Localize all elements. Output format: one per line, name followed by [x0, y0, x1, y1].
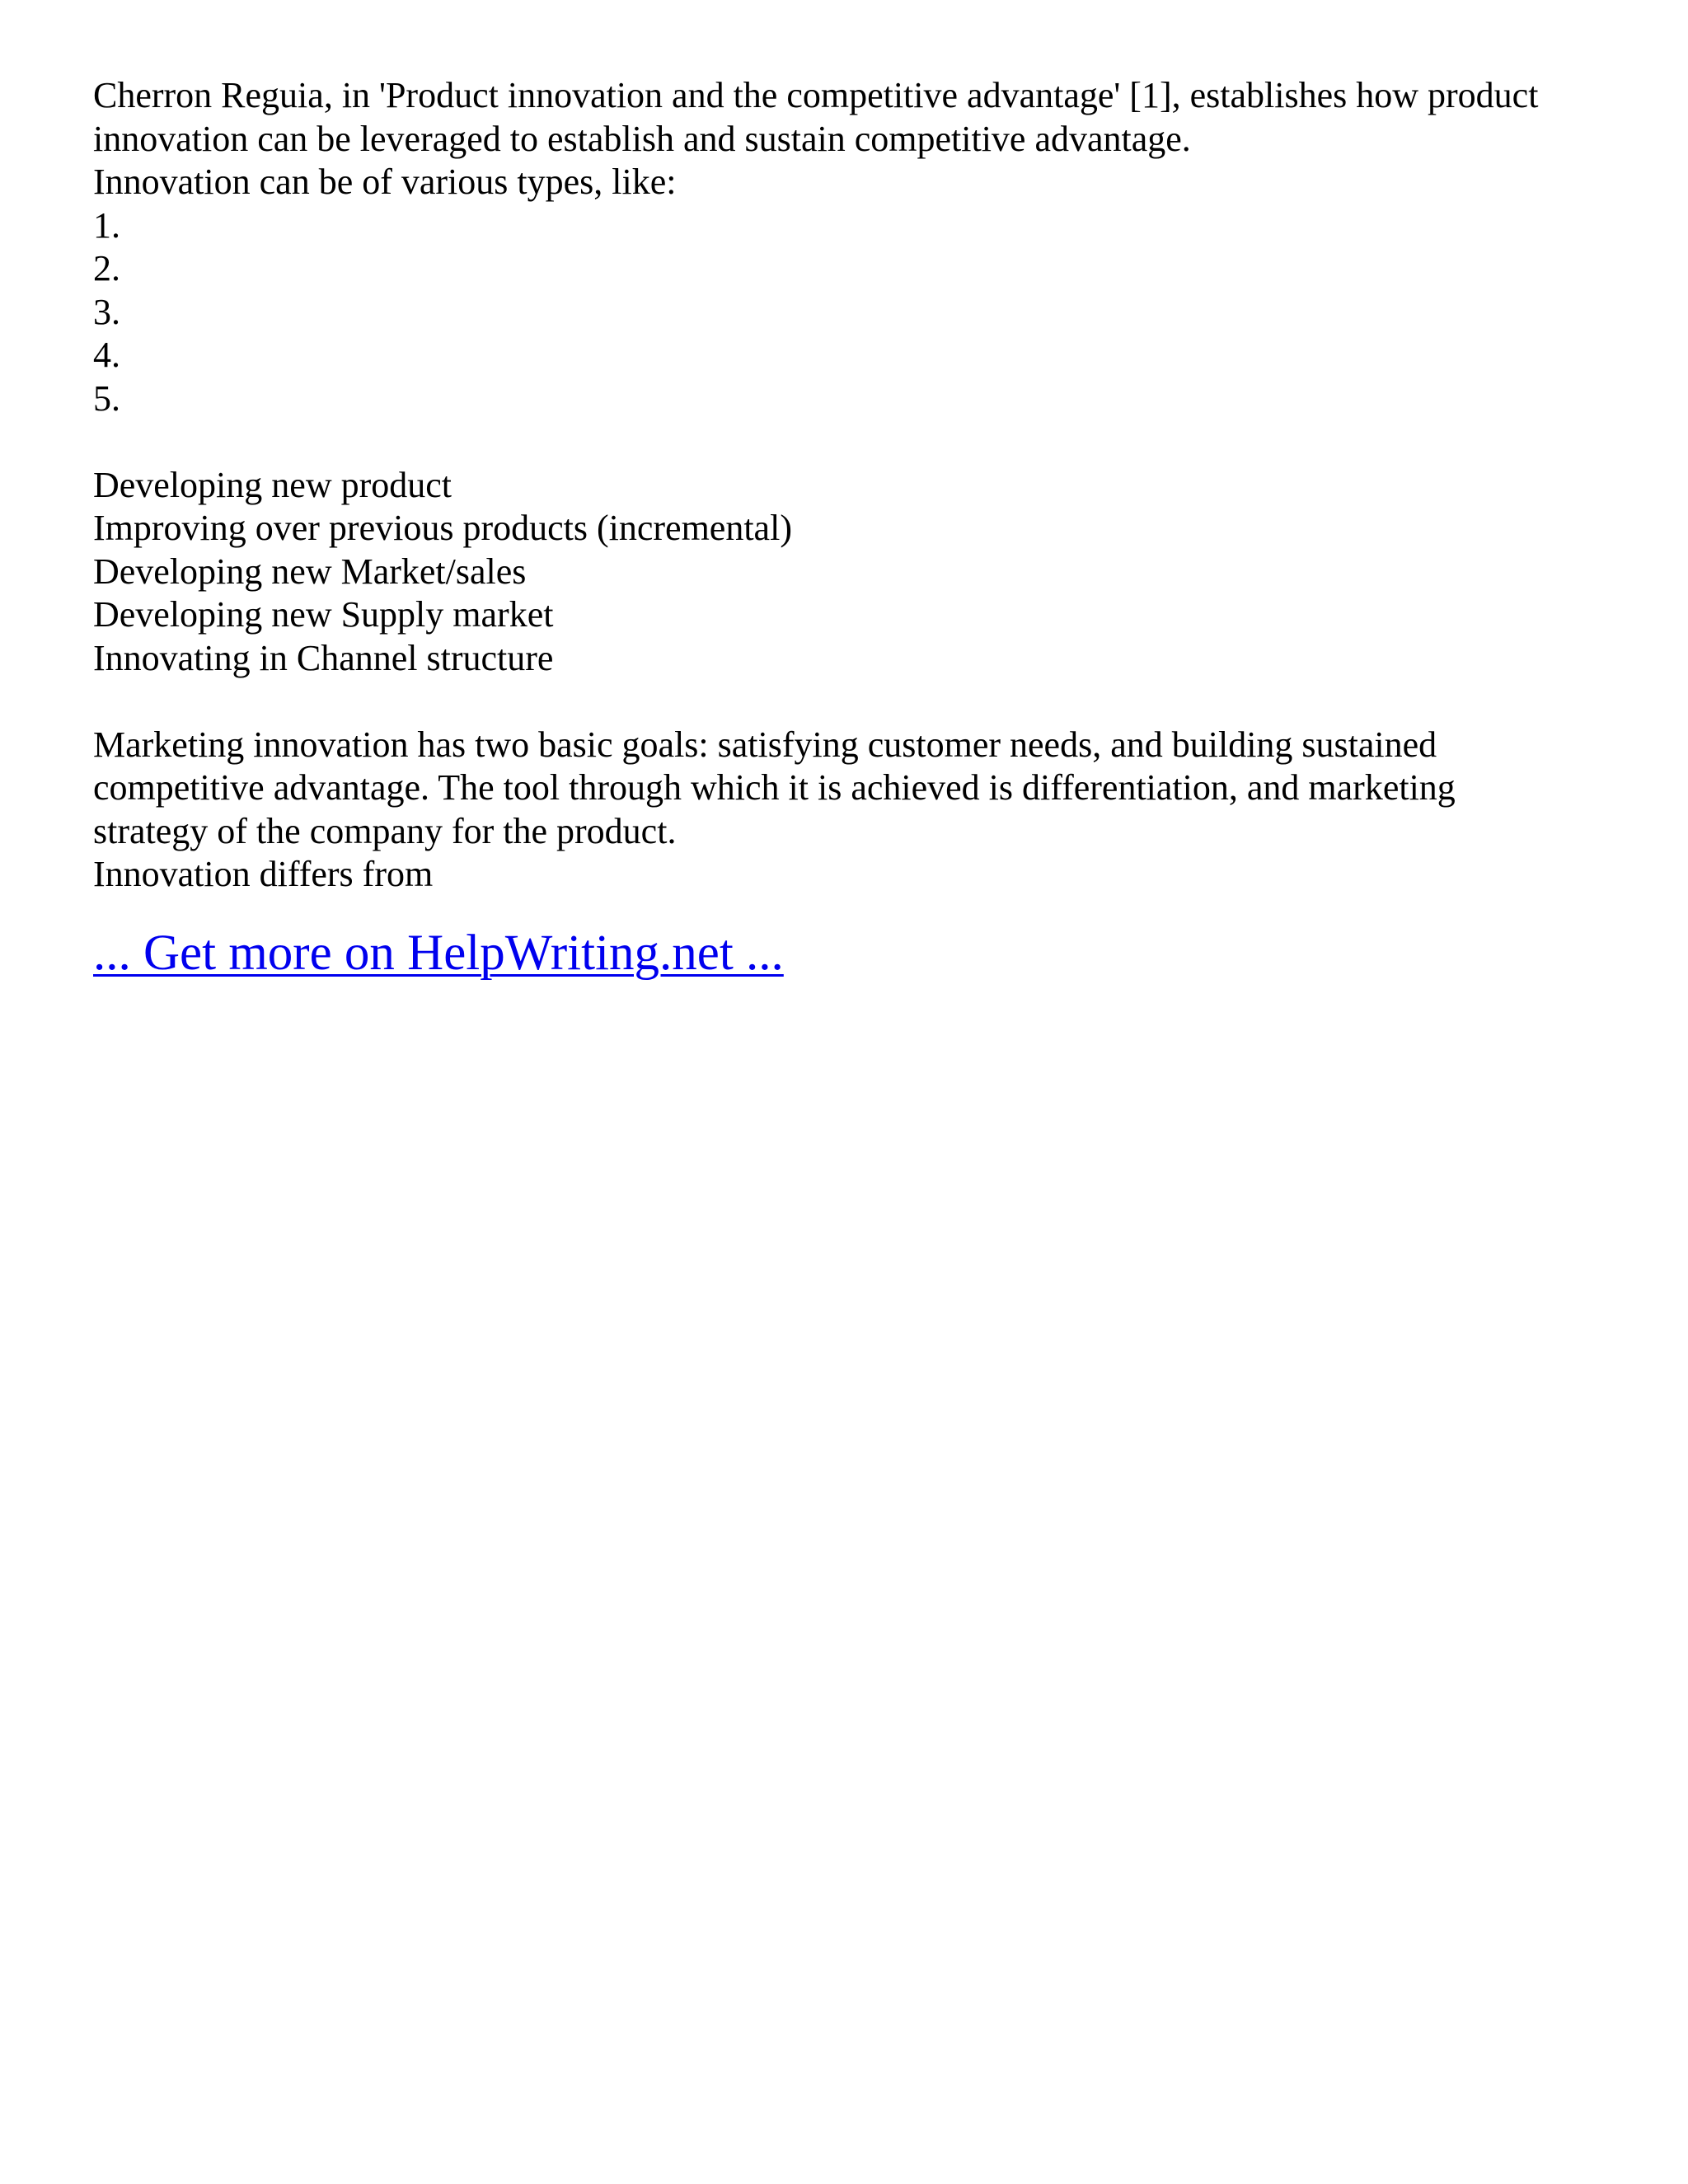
list-item: Developing new product: [93, 464, 452, 505]
list-item: Developing new Supply market: [93, 594, 554, 635]
marketing-line-4: Innovation differs from: [93, 854, 434, 894]
marketing-line-1: Marketing innovation has two basic goals: satisfying customer needs, and building sustained: [93, 724, 1437, 765]
list-number: 1.: [93, 204, 120, 246]
list-number: 5.: [93, 377, 120, 419]
intro-line-2: innovation can be leveraged to establish and sustain competitive advantage.: [93, 118, 1191, 159]
numbered-list: [93, 204, 1610, 421]
list-item: Improving over previous products (incremental): [93, 508, 792, 548]
list-number: 2.: [93, 248, 120, 288]
spacer: [93, 420, 1610, 464]
innovation-types-list: [93, 464, 1610, 681]
list-item: Innovating in Channel structure: [93, 637, 554, 678]
document-page: [93, 74, 1610, 987]
marketing-line-2: competitive advantage. The tool through which it is achieved is differentiation, and marketing: [93, 767, 1456, 808]
list-number: 3.: [93, 291, 120, 332]
spacer: [93, 680, 1610, 724]
intro-paragraph: [93, 74, 1610, 204]
link-container: [93, 925, 1610, 987]
list-number: 4.: [93, 335, 120, 375]
intro-line-3: Innovation can be of various types, like:: [93, 162, 677, 202]
list-item: Developing new Market/sales: [93, 551, 527, 592]
marketing-paragraph: [93, 724, 1610, 897]
intro-line-1: Cherron Reguia, in 'Product innovation and the competitive advantage' [1], establishes how product: [93, 75, 1539, 115]
marketing-line-3: strategy of the company for the product.: [93, 810, 677, 851]
get-more-link[interactable]: ... Get more on HelpWriting.net ...: [93, 925, 784, 981]
